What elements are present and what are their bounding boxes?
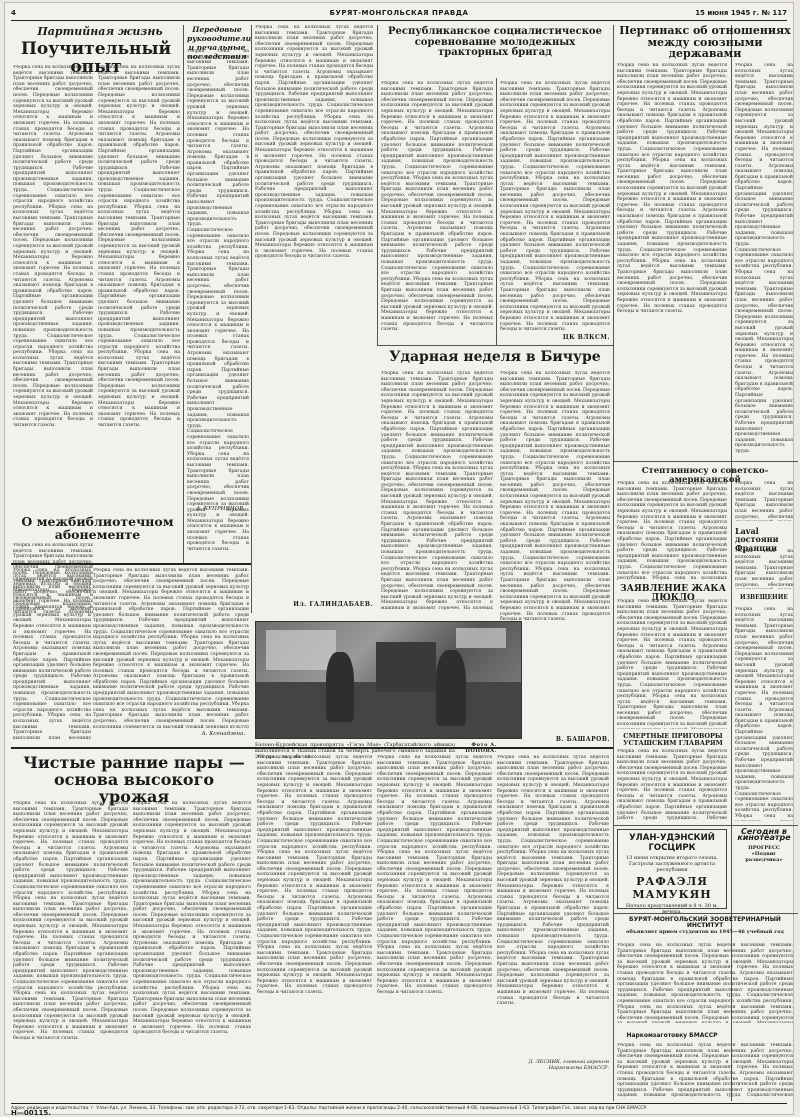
issue-date: 15 июня 1945 г. № 117: [695, 9, 787, 17]
footer-imprint: Адрес редакции и издательства: г. Улан-Удэ, ул. Ленина, 33. Телефоны: зам. отв. редактора 3-72, отв. секретаря 1-63. Отделы: партийной жизни и пропаганды 2-40, сельскохозяйственный 4-08, промышленный 1-63. Типография Гос. заказ. изд-ва при СНК БМАССР.: [11, 1103, 787, 1111]
article-author: А. Ксенадзена.: [201, 731, 245, 737]
cinema-film: ПРОГРЕСС «Подвиг разведчика»: [745, 845, 783, 863]
article-body: [735, 481, 793, 521]
page-number: 4: [11, 9, 16, 17]
section-rule: [613, 461, 798, 462]
column-rule: [731, 25, 732, 1101]
article-body: [497, 755, 609, 1055]
article-body: [617, 943, 793, 1023]
article-body: [98, 65, 180, 505]
article-body: [381, 371, 493, 611]
article-body: [617, 599, 727, 729]
article-author: Ил. ГАЛИНДАБАЕВ.: [293, 601, 373, 608]
article-body: [13, 801, 128, 1099]
circus-sub: 13 июня открытие второго сезона. Гастроли заслуженного артиста республики: [626, 855, 718, 873]
article-title: ЗАЯВЛЕНИЕ ЖАКА ДЮКЛО: [620, 584, 726, 604]
article-title: О межбиблиотечном абонементе: [21, 514, 174, 543]
article-body: [381, 81, 493, 331]
institute-title: БУРЯТ-МОНГОЛЬСКИЙ ЗООВЕТЕРИНАРНЫЙ ИНСТИТУТ: [629, 916, 781, 929]
article-title: Пертинакс об отношениях между союзными державами: [619, 24, 791, 61]
newspaper-page: [4, 2, 794, 1115]
article-title: Поучительный опыт: [20, 39, 172, 77]
article-body: [93, 568, 249, 728]
photo-credit: Фото А. ПОПОВА.: [465, 742, 497, 754]
column-rule: [613, 25, 614, 1101]
news-photo: [255, 621, 522, 739]
column-rule: [183, 25, 184, 563]
article-body: [133, 801, 251, 1099]
article-author: Д. ЛЕСНИК, главный агроном Наркомзема БМАССР.: [528, 1059, 609, 1071]
page-code: Н—00115.: [11, 1109, 51, 1117]
article-body: [617, 749, 727, 821]
column-rule: [377, 25, 378, 345]
article-title: Ударная неделя в Бичуре: [389, 349, 601, 365]
masthead: [11, 7, 787, 21]
article-body: [735, 63, 793, 453]
narkom-notice: [617, 1033, 727, 1039]
article-body: [187, 49, 249, 604]
article-body: [500, 81, 610, 331]
article-author: А. КУПРИЯНОВ.: [196, 506, 245, 512]
article-author: В. БАШАРОВ.: [555, 736, 610, 743]
cinema-title: Сегодня в кинотеатре: [737, 827, 791, 842]
article-body: [13, 65, 93, 505]
article-body: [735, 549, 793, 589]
article-title: Laval достояни Франции: [735, 526, 779, 553]
rubric-party-life: Партийная жизнь: [37, 25, 163, 38]
article-title: Чистые ранние пары — основа высокого урожая: [23, 753, 245, 806]
article-body: [735, 607, 793, 821]
column-rule: [251, 25, 252, 613]
article-author: ЦК ВЛКСМ.: [562, 334, 610, 341]
cinema-ad: [735, 829, 793, 863]
narkom-title: Наркомзаготовку БМАССР: [626, 1032, 718, 1039]
article-body: [377, 755, 492, 1099]
article-body: [617, 481, 727, 581]
section-rule: [377, 345, 613, 346]
article-body: [13, 568, 91, 740]
photo-caption: Бэлоно-Курлейская прокопрягта «Гэгээ Мая» (Тарбагатайского аймака) выполняется 8 тканых ставок за четверть рабочего сменного задания на 260 проц. за работой.: [255, 742, 455, 760]
circus-ad: [617, 829, 727, 915]
article-body: [617, 63, 727, 453]
article-title: Республиканское социалистическое соревнование молодежных тракторных бригад: [388, 26, 602, 58]
newspaper-name: БУРЯТ-МОНГОЛЬСКАЯ ПРАВДА: [329, 9, 469, 17]
institute-notice: [617, 917, 793, 935]
article-title: СМЕРТНЫЕ ПРИГОВОРЫ УСТАШСКИМ ГЛАВАРЯМ: [623, 732, 723, 747]
institute-sub: объявляет прием студентов на 1945—46 учебный год: [626, 929, 784, 935]
circus-time: Начало представлений в 8 ч. 30 м. вечера.: [625, 903, 719, 915]
article-body: [617, 1043, 793, 1097]
article-title: ИЗВЕЩЕНИЕ: [740, 594, 788, 601]
article-title: Стептиннюсу о советско-американской: [641, 466, 769, 485]
circus-title: УЛАН-УДЭНСКИЙ ГОСЦИРК: [629, 833, 715, 853]
column-rule: [496, 78, 497, 345]
section-rule: [613, 825, 798, 826]
circus-name: РАФАЭЛЯ МАМУКЯН: [632, 875, 712, 901]
article-body: [257, 755, 372, 1099]
rubric-people: Передовые руководители и печальные последствия: [187, 25, 252, 61]
article-body: [255, 25, 373, 590]
